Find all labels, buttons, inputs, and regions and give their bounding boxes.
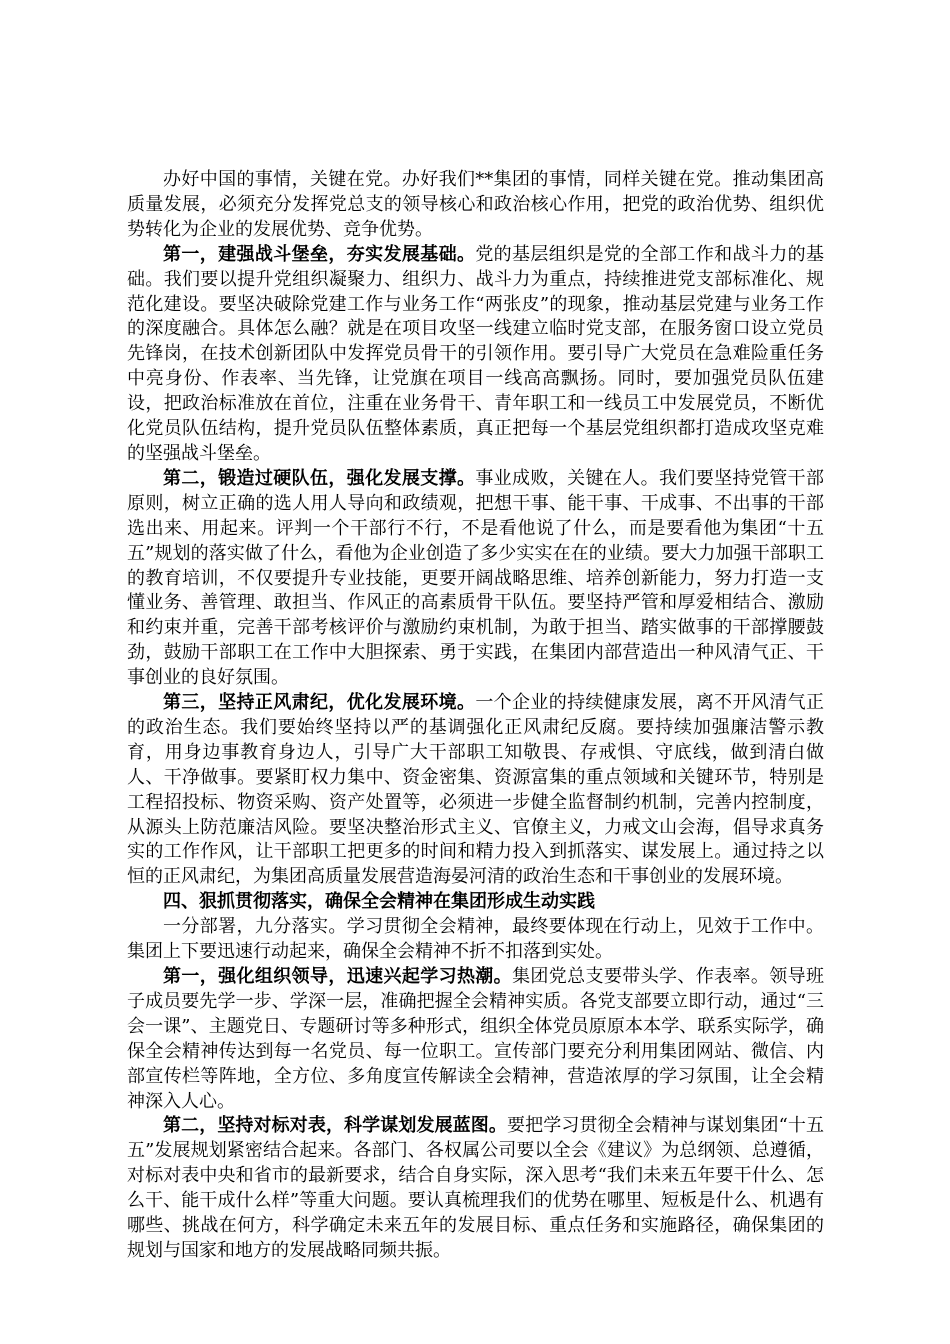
paragraph-point-2 [127,467,824,691]
paragraph-body: 一个企业的持续健康发展，离不开风清气正的政治生态。我们要始终坚持以严的基调强化正风肃纪反腐。要持续加强廉洁警示教育，用身边事教育身边人，引导广大干部职工知敬畏、存戒惧、守底线，做到清白做人、干净做事。要紧盯权力集中、资金密集、资源富集的重点领域和关键环节，特别是工程招投标、物资采购、资产处置等，必须进一步健全监督制约机制，完善内控制度，从源头上防范廉洁风险。要坚决整治形式主义、官僚主义，力戒文山会海，倡导求真务实的工作作风，让干部职工把更多的时间和精力投入到抓落实、谋发展上。通过持之以恒的正风肃纪，为集团高质量发展营造海晏河清的政治生态和干事创业的发展环境。 [127,692,824,888]
document-page [127,168,824,1264]
paragraph-body: 党的基层组织是党的全部工作和战斗力的基础。我们要以提升党组织凝聚力、组织力、战斗力为重点，持续推进党支部标准化、规范化建设。要坚决破除党建工作与业务工作“两张皮”的现象，推动基层党建与业务工作的深度融合。具体怎么融？就是在项目攻坚一线建立临时党支部，在服务窗口设立党员先锋岗，在技术创新团队中发挥党员骨干的引领作用。要引导广大党员在急难险重任务中亮身份、作表率、当先锋，让党旗在项目一线高高飘扬。同时，要加强党员队伍建设，把政治标准放在首位，注重在业务骨干、青年职工和一线员工中发展党员，不断优化党员队伍结构，提升党员队伍整体素质，真正把每一个基层党组织都打造成攻坚克难的坚强战斗堡垒。 [127,243,824,464]
paragraph-body: 办好中国的事情，关键在党。办好我们**集团的事情，同样关键在党。推动集团高质量发展，必须充分发挥党总支的领导核心和政治核心作用，把党的政治优势、组织优势转化为企业的发展优势、竞争优势。 [127,169,824,240]
paragraph-lead: 第二，坚持对标对表，科学谋划发展蓝图。 [163,1115,508,1137]
section-heading: 四、狠抓贯彻落实，确保全会精神在集团形成生动实践 [163,891,595,913]
paragraph-lead: 第一，建强战斗堡垒，夯实发展基础。 [163,243,476,265]
paragraph-point-1 [127,243,824,467]
paragraph-section-intro [127,915,824,965]
paragraph-body: 要把学习贯彻全会精神与谋划集团“十五五”发展规划紧密结合起来。各部门、各权属公司要以全会《建议》为总纲领、总遵循，对标对表中央和省市的最新要求，结合自身实际，深入思考“我们未来五年要干什么、怎么干、能干成什么样”等重大问题。要认真梳理我们的优势在哪里、短板是什么、机遇有哪些、挑战在何方，科学确定未来五年的发展目标、重点任务和实施路径，确保集团的规划与国家和地方的发展战略同频共振。 [127,1115,825,1261]
paragraph-section-point-1 [127,965,824,1114]
paragraph-body: 集团党总支要带头学、作表率。领导班子成员要先学一步、学深一层，准确把握全会精神实质。各党支部要立即行动，通过“三会一课”、主题党日、专题研讨等多种形式，组织全体党员原原本本学、联系实际学，确保全会精神传达到每一名党员、每一位职工。宣传部门要充分利用集团网站、微信、内部宣传栏等阵地，全方位、多角度宣传解读全会精神，营造浓厚的学习氛围，让全会精神深入人心。 [127,966,825,1112]
paragraph-body: 事业成败，关键在人。我们要坚持党管干部原则，树立正确的选人用人导向和政绩观，把想干事、能干事、干成事、不出事的干部选出来、用起来。评判一个干部行不行，不是看他说了什么，而是要看他为集团“十五五”规划的落实做了什么，看他为企业创造了多少实实在在的业绩。要大力加强干部职工的教育培训，不仅要提升专业技能，更要开阔战略思维、培养创新能力，努力打造一支懂业务、善管理、敢担当、作风正的高素质骨干队伍。要坚持严管和厚爱相结合、激励和约束并重，完善干部考核评价与激励约束机制，为敢于担当、踏实做事的干部撑腰鼓劲，鼓励干部职工在工作中大胆探索、勇于实践，在集团内部营造出一种风清气正、干事创业的良好氛围。 [127,467,824,689]
paragraph-section-point-2 [127,1114,824,1263]
paragraph-point-3 [127,691,824,890]
paragraph-lead: 第三，坚持正风肃纪，优化发展环境。 [163,692,476,714]
paragraph-lead: 第二，锻造过硬队伍，强化发展支撑。 [163,467,476,489]
paragraph-lead: 第一，强化组织领导，迅速兴起学习热潮。 [163,966,513,987]
paragraph-body: 一分部署，九分落实。学习贯彻全会精神，最终要体现在行动上，见效于工作中。集团上下要迅速行动起来，确保全会精神不折不扣落到实处。 [127,916,824,963]
paragraph-intro [127,168,824,243]
